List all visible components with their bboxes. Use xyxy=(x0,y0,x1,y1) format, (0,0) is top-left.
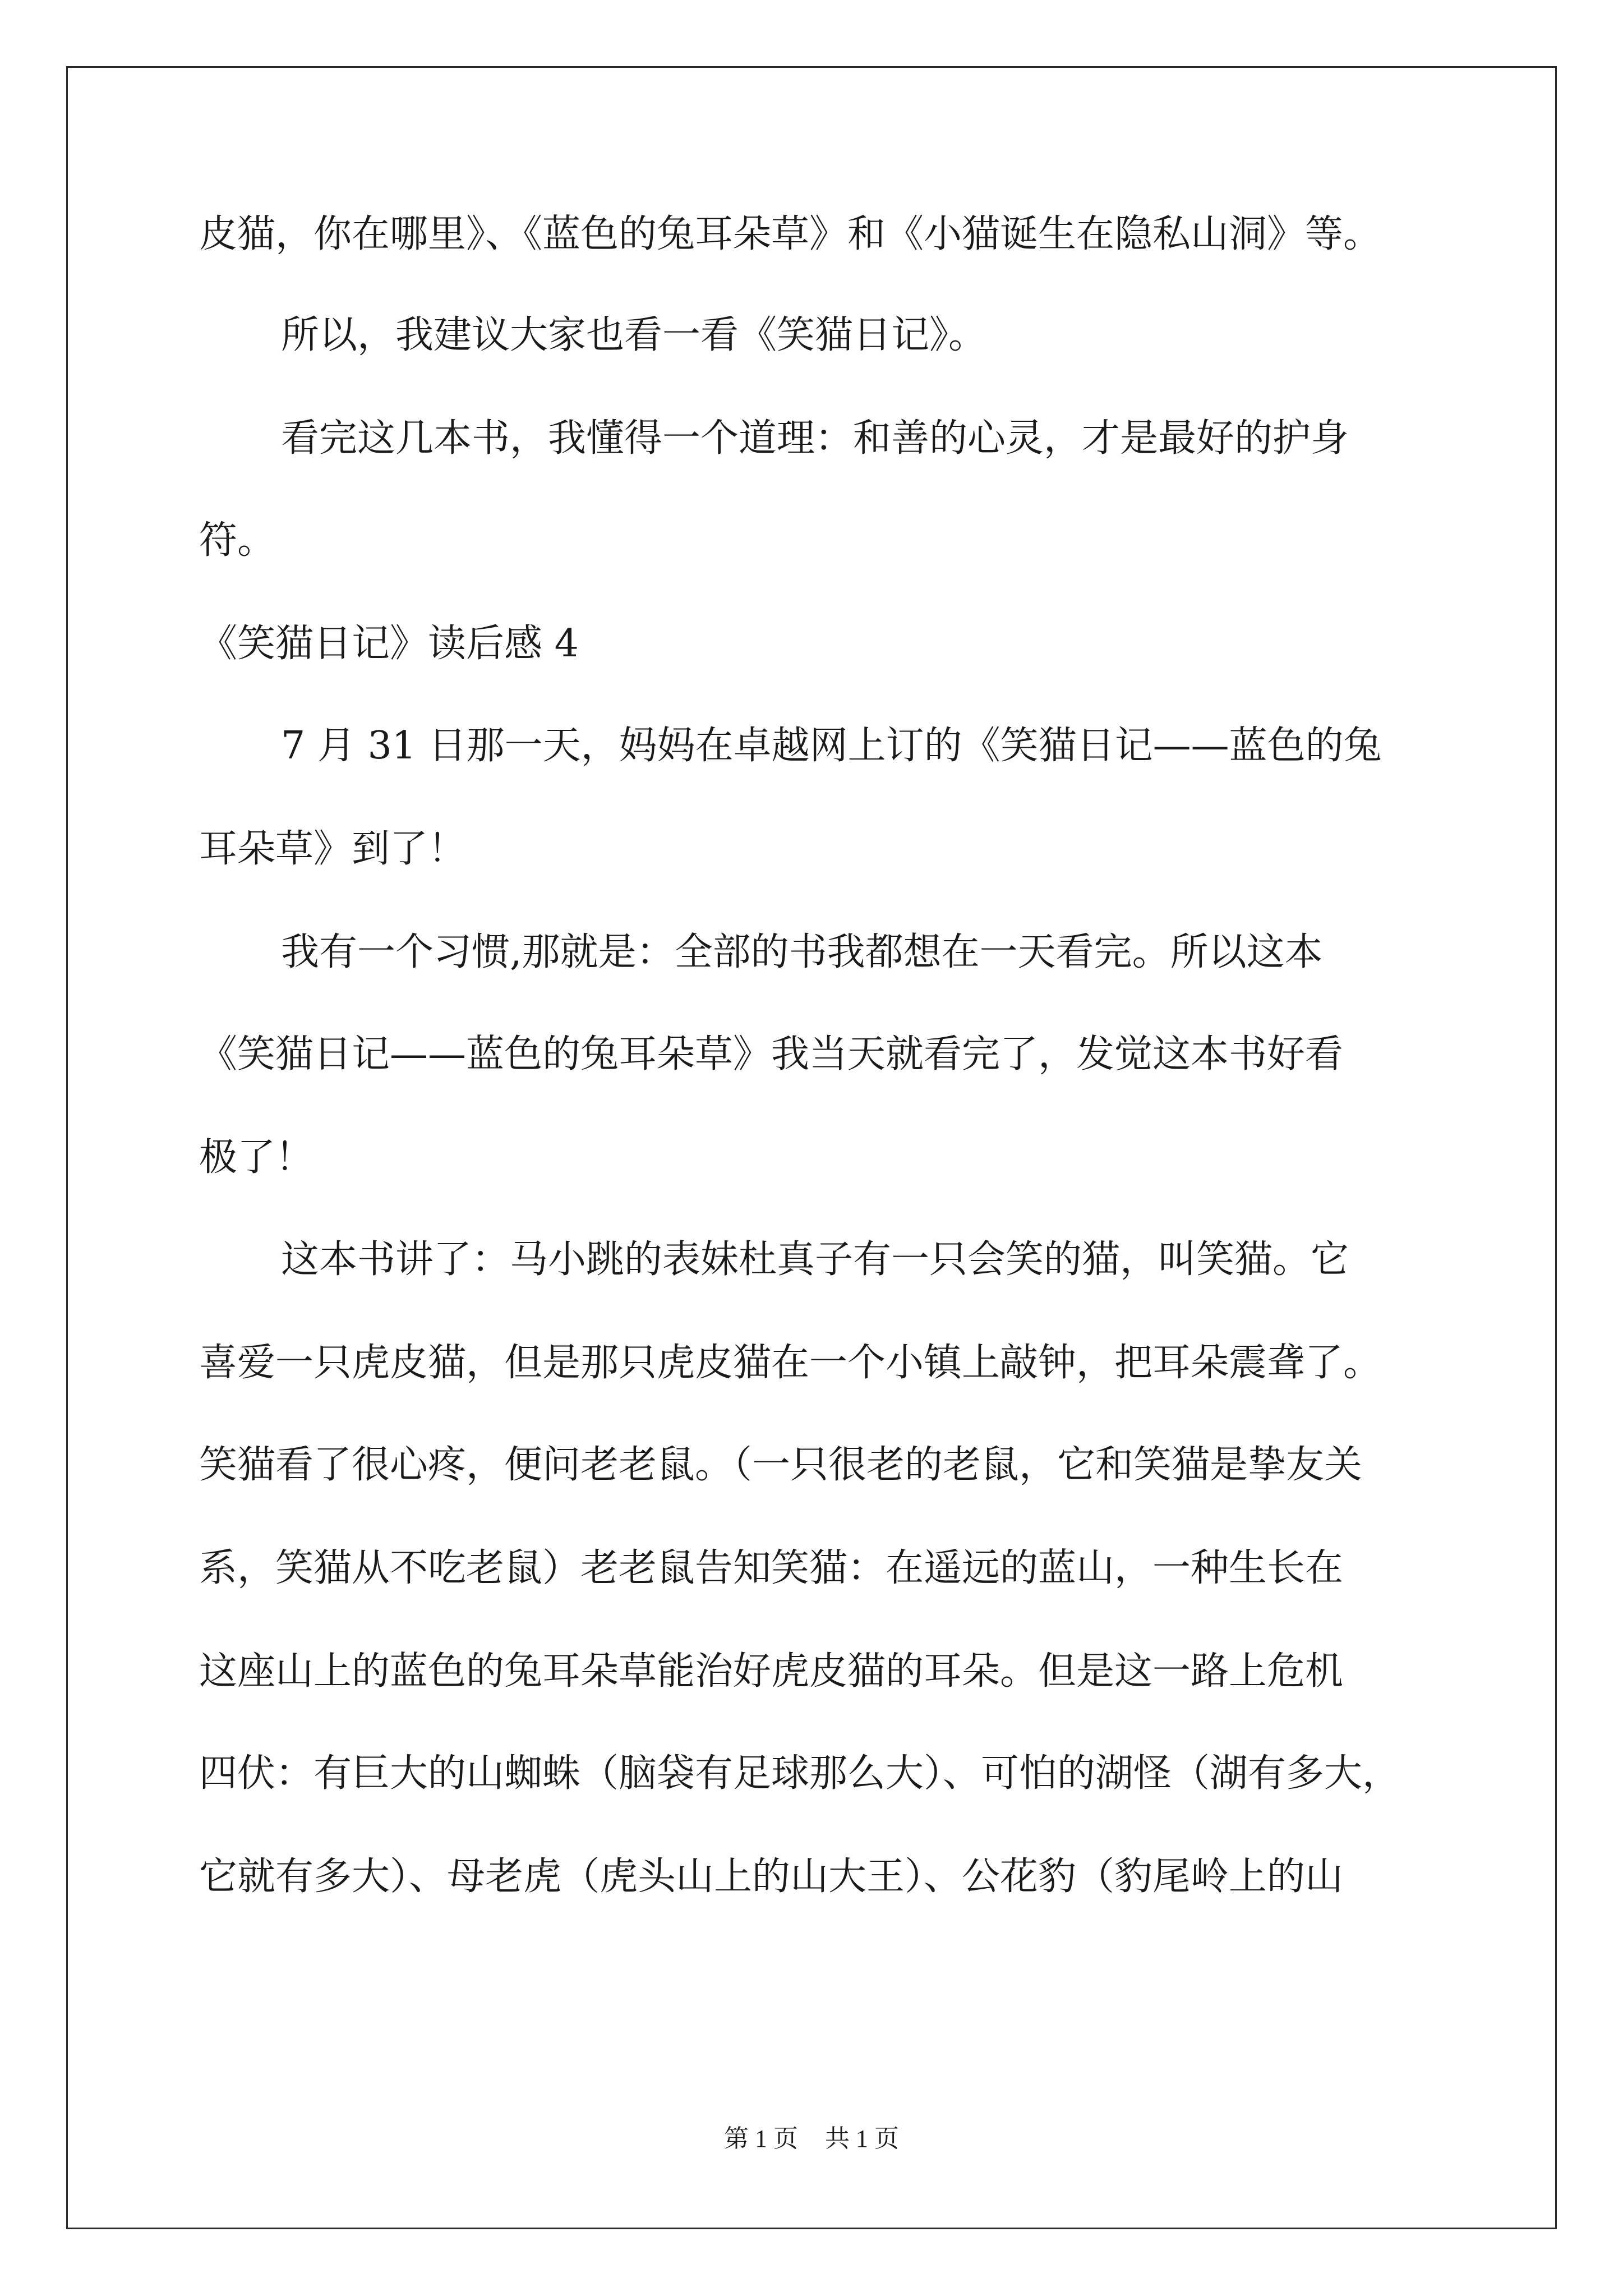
page-total: 共 1 页 xyxy=(825,2125,899,2152)
text-line: 我有一个习惯,那就是：全部的书我都想在一天看完。所以这本 xyxy=(281,930,1323,974)
page-footer xyxy=(0,2125,1623,2153)
text-line: 这座山上的蓝色的兔耳朵草能治好虎皮猫的耳朵。但是这一路上危机 xyxy=(199,1649,1344,1694)
text-line: 所以，我建议大家也看一看《笑猫日记》。 xyxy=(281,313,987,357)
text-line: 笑猫看了很心疼，便问老老鼠。（一只很老的老鼠，它和笑猫是挚友关 xyxy=(199,1443,1363,1487)
page-number: 第 1 页 xyxy=(724,2125,798,2152)
text-line: 7 月 31 日那一天，妈妈在卓越网上订的《笑猫日记——蓝色的兔 xyxy=(281,724,1382,768)
section-heading: 《笑猫日记》读后感 4 xyxy=(199,622,579,666)
text-line: 四伏：有巨大的山蜘蛛（脑袋有足球那么大）、可怕的湖怪（湖有多大， xyxy=(199,1751,1401,1796)
text-line: 这本书讲了：马小跳的表妹杜真子有一只会笑的猫，叫笑猫。它 xyxy=(281,1237,1349,1282)
text-line: 耳朵草》到了！ xyxy=(199,827,467,871)
text-line: 它就有多大）、母老虎（虎头山上的山大王）、公花豹（豹尾岭上的山 xyxy=(199,1855,1344,1899)
text-line: 符。 xyxy=(199,518,276,563)
text-line: 《笑猫日记——蓝色的兔耳朵草》我当天就看完了，发觉这本书好看 xyxy=(199,1032,1344,1076)
text-line: 看完这几本书，我懂得一个道理：和善的心灵，才是最好的护身 xyxy=(281,416,1349,461)
text-line: 系，笑猫从不吃老鼠）老老鼠告知笑猫：在遥远的蓝山，一种生长在 xyxy=(199,1546,1344,1590)
text-line: 极了！ xyxy=(199,1135,314,1180)
text-line: 皮猫，你在哪里》、《蓝色的兔耳朵草》和《小猫诞生在隐私山洞》等。 xyxy=(199,212,1382,256)
text-line: 喜爱一只虎皮猫，但是那只虎皮猫在一个小镇上敲钟，把耳朵震聋了。 xyxy=(199,1341,1382,1385)
